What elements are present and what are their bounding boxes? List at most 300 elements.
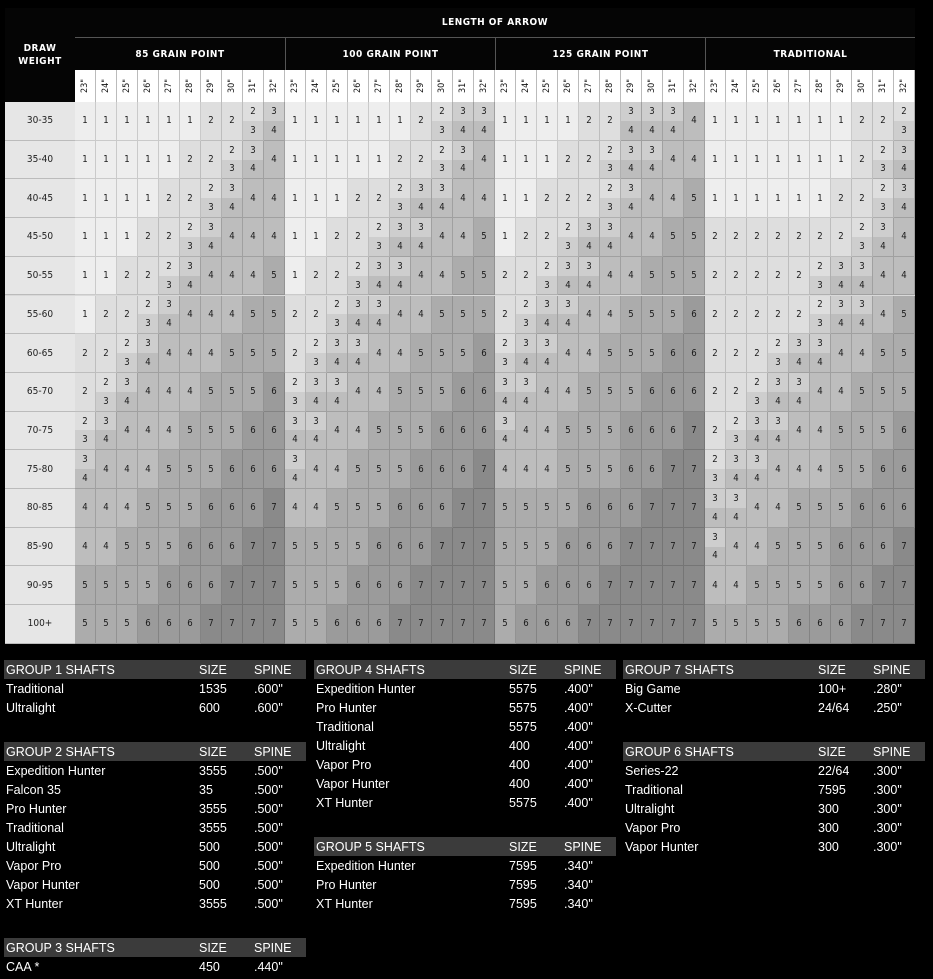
spine-group-value: 4 xyxy=(621,121,641,140)
section-header: TRADITIONAL xyxy=(705,38,915,70)
shaft-size: 5575 xyxy=(509,719,537,734)
shaft-name: Vapor Pro xyxy=(316,757,372,772)
spine-group-cell: 4 xyxy=(222,296,243,335)
spine-group-cell: 6 xyxy=(852,528,873,567)
spine-group-cell: 5 xyxy=(894,334,915,373)
spine-group-value: 4 xyxy=(852,314,872,333)
shaft-group-table xyxy=(314,660,616,812)
spine-group-cell: 5 xyxy=(663,257,684,296)
spine-group-value: 3 xyxy=(621,102,641,122)
spine-group-cell: 5 xyxy=(159,528,180,567)
spine-group-value: 3 xyxy=(621,141,641,161)
shaft-spine: .600" xyxy=(254,681,283,696)
spine-group-cell: 5 xyxy=(642,334,663,373)
spine-group-cell: 1 xyxy=(495,218,516,257)
spine-group-cell: 1 xyxy=(285,257,306,296)
spine-group-cell: 1 xyxy=(495,102,516,141)
spine-group-value: 3 xyxy=(453,141,473,161)
arrow-length-text: 24" xyxy=(521,78,531,94)
spine-group-cell xyxy=(348,334,369,373)
spine-group-cell: 5 xyxy=(285,566,306,605)
spine-group-cell: 1 xyxy=(306,141,327,180)
spine-group-cell: 6 xyxy=(663,334,684,373)
spine-group-cell xyxy=(411,218,432,257)
spine-group-cell: 6 xyxy=(390,528,411,567)
spine-group-cell xyxy=(852,218,873,257)
spine-group-cell xyxy=(285,373,306,412)
spine-group-cell xyxy=(705,489,726,528)
spine-group-cell: 2 xyxy=(705,257,726,296)
section-header: 100 GRAIN POINT xyxy=(285,38,495,70)
shaft-size: 300 xyxy=(818,839,839,854)
spine-group-value: 3 xyxy=(600,218,620,238)
spine-group-value: 3 xyxy=(558,296,578,316)
spine-group-value: 3 xyxy=(432,121,452,140)
spine-group-cell: 4 xyxy=(537,412,558,451)
spine-group-value: 4 xyxy=(285,469,305,488)
spine-group-cell xyxy=(516,296,537,335)
spine-group-value: 4 xyxy=(474,121,494,140)
spine-group-cell: 2 xyxy=(558,179,579,218)
draw-weight-label: 65-70 xyxy=(5,373,75,412)
spine-group-cell xyxy=(474,102,495,141)
spine-group-cell: 2 xyxy=(159,179,180,218)
spine-group-cell: 4 xyxy=(327,412,348,451)
shaft-name: Falcon 35 xyxy=(6,782,61,797)
shaft-spine: .300" xyxy=(873,801,902,816)
spine-group-cell: 1 xyxy=(495,141,516,180)
draw-weight-header: DRAW WEIGHT xyxy=(5,8,75,102)
spine-group-cell: 4 xyxy=(474,141,495,180)
arrow-length-label xyxy=(411,70,432,102)
spine-group-cell xyxy=(831,296,852,335)
spine-group-cell: 1 xyxy=(117,179,138,218)
spine-group-cell: 1 xyxy=(306,218,327,257)
spine-group-cell: 5 xyxy=(348,528,369,567)
spine-group-cell: 5 xyxy=(789,489,810,528)
spine-group-cell: 7 xyxy=(600,566,621,605)
spine-group-value: 3 xyxy=(180,257,200,277)
spine-group-cell: 2 xyxy=(306,296,327,335)
spine-group-value: 4 xyxy=(96,430,116,449)
spine-group-cell: 7 xyxy=(600,605,621,644)
spine-group-cell: 4 xyxy=(159,334,180,373)
spine-group-cell: 6 xyxy=(180,605,201,644)
shaft-size: 500 xyxy=(199,858,220,873)
shaft-group-header xyxy=(4,742,306,761)
spine-group-cell xyxy=(495,334,516,373)
spine-group-value: 3 xyxy=(369,296,389,316)
spine-group-value: 3 xyxy=(306,412,326,432)
spine-group-value: 3 xyxy=(810,314,830,333)
spine-group-value: 3 xyxy=(243,141,263,161)
shaft-size: 7595 xyxy=(509,896,537,911)
spine-group-cell: 7 xyxy=(243,528,264,567)
spine-group-cell: 1 xyxy=(831,102,852,141)
spine-group-cell: 6 xyxy=(474,334,495,373)
spine-group-cell: 4 xyxy=(180,373,201,412)
spine-group-value: 4 xyxy=(516,392,536,411)
shaft-name: Ultralight xyxy=(6,700,56,715)
spine-group-cell: 4 xyxy=(96,489,117,528)
spine-group-cell xyxy=(537,296,558,335)
spine-group-cell: 4 xyxy=(159,373,180,412)
spine-group-cell: 4 xyxy=(243,218,264,257)
spine-group-cell xyxy=(138,334,159,373)
spine-group-cell xyxy=(516,373,537,412)
shaft-spine: .500" xyxy=(254,820,283,835)
spine-group-cell: 4 xyxy=(306,450,327,489)
spine-group-value: 4 xyxy=(390,237,410,256)
spine-group-cell: 4 xyxy=(726,566,747,605)
spine-group-cell: 4 xyxy=(663,141,684,180)
size-header: SIZE xyxy=(199,744,227,759)
arrow-length-label xyxy=(306,70,327,102)
spine-group-cell: 5 xyxy=(600,334,621,373)
spine-group-cell xyxy=(243,102,264,141)
spine-group-cell: 5 xyxy=(621,296,642,335)
spine-group-cell: 2 xyxy=(495,257,516,296)
spine-group-cell: 5 xyxy=(621,334,642,373)
spine-group-cell xyxy=(642,102,663,141)
spine-group-cell: 4 xyxy=(789,450,810,489)
spine-group-cell: 7 xyxy=(453,566,474,605)
spine-group-value: 3 xyxy=(138,334,158,354)
spine-group-cell: 7 xyxy=(474,450,495,489)
group-title: GROUP 7 SHAFTS xyxy=(625,662,734,677)
spine-group-cell: 2 xyxy=(222,102,243,141)
arrow-length-text: 23" xyxy=(710,78,720,94)
spine-group-cell: 7 xyxy=(684,450,705,489)
spine-group-value: 4 xyxy=(453,160,473,179)
spine-group-cell: 5 xyxy=(159,450,180,489)
shaft-spine: .340" xyxy=(564,896,593,911)
spine-group-cell: 5 xyxy=(831,450,852,489)
spine-group-cell: 6 xyxy=(243,489,264,528)
spine-group-cell: 7 xyxy=(474,528,495,567)
spine-group-cell: 7 xyxy=(264,489,285,528)
spine-group-value: 4 xyxy=(579,237,599,256)
spine-group-cell: 2 xyxy=(705,412,726,451)
shaft-name: Pro Hunter xyxy=(316,700,377,715)
arrow-length-label xyxy=(831,70,852,102)
spine-group-value: 3 xyxy=(642,141,662,161)
spine-group-cell: 6 xyxy=(642,412,663,451)
spine-group-cell: 6 xyxy=(894,450,915,489)
spine-group-cell: 6 xyxy=(453,450,474,489)
arrow-length-label xyxy=(180,70,201,102)
spine-group-cell: 4 xyxy=(75,528,96,567)
spine-group-cell: 1 xyxy=(537,141,558,180)
spine-group-cell: 5 xyxy=(453,257,474,296)
spine-group-cell xyxy=(243,141,264,180)
arrow-length-label xyxy=(264,70,285,102)
spine-group-cell: 6 xyxy=(264,373,285,412)
spine-group-cell: 5 xyxy=(411,373,432,412)
spine-group-value: 4 xyxy=(327,392,347,411)
spine-group-cell: 5 xyxy=(684,218,705,257)
spine-group-cell xyxy=(600,179,621,218)
spine-group-cell: 5 xyxy=(390,412,411,451)
spine-group-cell xyxy=(831,257,852,296)
spine-group-cell: 1 xyxy=(159,141,180,180)
spine-group-value: 3 xyxy=(495,412,515,432)
spine-group-cell: 6 xyxy=(222,450,243,489)
spine-group-cell xyxy=(264,102,285,141)
spine-group-cell xyxy=(789,334,810,373)
spine-group-value: 4 xyxy=(537,314,557,333)
spine-group-value: 3 xyxy=(768,412,788,432)
arrow-length-label xyxy=(390,70,411,102)
spine-group-value: 4 xyxy=(726,469,746,488)
spine-group-cell: 4 xyxy=(306,489,327,528)
group-title: GROUP 5 SHAFTS xyxy=(316,839,425,854)
spine-group-value: 3 xyxy=(789,334,809,354)
shaft-name: Traditional xyxy=(6,820,64,835)
spine-group-cell: 6 xyxy=(537,605,558,644)
spine-group-cell: 4 xyxy=(894,257,915,296)
shaft-spine: .280" xyxy=(873,681,902,696)
arrow-length-label xyxy=(789,70,810,102)
spine-group-value: 3 xyxy=(516,314,536,333)
spine-group-cell xyxy=(768,334,789,373)
arrow-length-text: 28" xyxy=(815,78,825,94)
shaft-row xyxy=(4,780,306,799)
group-title: GROUP 2 SHAFTS xyxy=(6,744,115,759)
shaft-group-table xyxy=(4,742,306,913)
spine-group-cell: 7 xyxy=(432,528,453,567)
spine-group-cell: 2 xyxy=(411,102,432,141)
spine-group-cell xyxy=(201,218,222,257)
spine-group-cell xyxy=(495,373,516,412)
spine-group-cell: 1 xyxy=(117,102,138,141)
spine-group-cell: 6 xyxy=(411,489,432,528)
spine-group-cell: 4 xyxy=(684,141,705,180)
spine-group-cell: 5 xyxy=(390,450,411,489)
spine-group-cell: 2 xyxy=(117,257,138,296)
spine-group-cell: 5 xyxy=(222,373,243,412)
arrow-length-text: 32" xyxy=(899,78,909,94)
spine-group-value: 3 xyxy=(873,198,893,217)
shaft-name: Big Game xyxy=(625,681,681,696)
spine-group-value: 2 xyxy=(432,102,452,122)
spine-group-cell: 1 xyxy=(369,102,390,141)
spine-group-cell: 5 xyxy=(96,605,117,644)
spine-group-cell: 7 xyxy=(432,605,453,644)
spine-group-value: 3 xyxy=(285,412,305,432)
spine-group-cell: 4 xyxy=(579,334,600,373)
spine-group-cell: 6 xyxy=(852,566,873,605)
group-title: GROUP 4 SHAFTS xyxy=(316,662,425,677)
spine-group-cell: 4 xyxy=(621,218,642,257)
spine-group-cell: 2 xyxy=(600,102,621,141)
arrow-length-text: 24" xyxy=(311,78,321,94)
spine-group-cell: 5 xyxy=(180,489,201,528)
spine-group-cell: 2 xyxy=(726,296,747,335)
arrow-length-text: 31" xyxy=(668,78,678,94)
shaft-size: 400 xyxy=(509,757,530,772)
shaft-groups xyxy=(0,658,933,979)
spine-group-value: 3 xyxy=(852,257,872,277)
draw-weight-label: 30-35 xyxy=(5,102,75,141)
spine-group-cell xyxy=(768,373,789,412)
spine-group-value: 4 xyxy=(705,547,725,566)
shaft-row xyxy=(623,679,925,698)
spine-group-value: 2 xyxy=(873,141,893,161)
arrow-length-text: 31" xyxy=(458,78,468,94)
spine-group-value: 3 xyxy=(747,392,767,411)
spine-group-cell: 1 xyxy=(75,218,96,257)
shaft-name: CAA * xyxy=(6,959,40,974)
spine-group-value: 3 xyxy=(516,334,536,354)
spine-group-cell xyxy=(747,373,768,412)
spine-group-cell: 1 xyxy=(789,102,810,141)
spine-group-cell xyxy=(327,296,348,335)
spine-group-cell: 7 xyxy=(642,489,663,528)
size-header: SIZE xyxy=(818,744,846,759)
arrow-length-text: 27" xyxy=(794,78,804,94)
spine-group-cell: 5 xyxy=(369,450,390,489)
arrow-length-label xyxy=(495,70,516,102)
shaft-group-header xyxy=(623,660,925,679)
spine-group-cell: 4 xyxy=(453,218,474,257)
arrow-length-label xyxy=(600,70,621,102)
spine-group-value: 4 xyxy=(831,314,851,333)
spine-group-cell xyxy=(810,296,831,335)
spine-group-cell: 5 xyxy=(495,528,516,567)
spine-group-cell: 5 xyxy=(894,373,915,412)
spine-group-cell: 1 xyxy=(348,102,369,141)
spine-group-value: 3 xyxy=(600,198,620,217)
spine-group-cell: 2 xyxy=(705,373,726,412)
spine-group-value: 3 xyxy=(96,412,116,432)
spine-group-cell: 5 xyxy=(369,489,390,528)
spine-group-value: 3 xyxy=(117,373,137,393)
spine-group-cell: 4 xyxy=(117,450,138,489)
spine-group-value: 3 xyxy=(264,102,284,122)
spine-group-cell: 6 xyxy=(243,412,264,451)
spine-group-value: 2 xyxy=(600,141,620,161)
spine-group-cell xyxy=(621,141,642,180)
shaft-row xyxy=(623,698,925,717)
spine-group-cell xyxy=(117,373,138,412)
spine-group-cell: 2 xyxy=(705,296,726,335)
spine-group-cell: 7 xyxy=(642,605,663,644)
spine-group-cell: 7 xyxy=(453,605,474,644)
spine-group-cell: 7 xyxy=(264,566,285,605)
arrow-length-text: 24" xyxy=(101,78,111,94)
spine-group-value: 3 xyxy=(852,296,872,316)
size-header: SIZE xyxy=(199,662,227,677)
spine-group-cell: 6 xyxy=(243,450,264,489)
spine-group-value: 3 xyxy=(369,237,389,256)
shaft-name: Series-22 xyxy=(625,763,679,778)
spine-group-value: 3 xyxy=(474,102,494,122)
spine-group-cell: 7 xyxy=(243,605,264,644)
spine-group-cell xyxy=(579,218,600,257)
spine-group-cell: 1 xyxy=(747,141,768,180)
spine-group-cell: 5 xyxy=(558,489,579,528)
spine-group-cell: 5 xyxy=(327,528,348,567)
spine-group-cell: 2 xyxy=(516,257,537,296)
spine-group-cell: 5 xyxy=(327,489,348,528)
spine-group-cell: 5 xyxy=(810,566,831,605)
spine-group-cell xyxy=(558,257,579,296)
spine-group-cell: 7 xyxy=(684,528,705,567)
shaft-spine: .440" xyxy=(254,959,283,974)
shaft-size: 500 xyxy=(199,839,220,854)
spine-group-cell: 5 xyxy=(894,296,915,335)
shaft-size: 300 xyxy=(818,820,839,835)
spine-group-value: 3 xyxy=(600,160,620,179)
spine-group-cell: 6 xyxy=(579,528,600,567)
spine-group-cell: 5 xyxy=(579,412,600,451)
spine-group-cell: 1 xyxy=(159,102,180,141)
spine-group-value: 4 xyxy=(852,276,872,295)
spine-group-cell: 2 xyxy=(516,218,537,257)
spine-group-cell xyxy=(894,102,915,141)
spine-group-cell xyxy=(159,296,180,335)
spine-group-cell: 1 xyxy=(726,102,747,141)
spine-group-value: 4 xyxy=(369,314,389,333)
arrow-length-text: 30" xyxy=(227,78,237,94)
spine-group-cell: 7 xyxy=(663,528,684,567)
spine-group-value: 4 xyxy=(264,121,284,140)
spine-group-cell: 7 xyxy=(243,566,264,605)
spine-group-cell: 6 xyxy=(873,489,894,528)
spine-chart xyxy=(5,8,915,644)
draw-weight-label: 50-55 xyxy=(5,257,75,296)
spine-group-cell: 2 xyxy=(768,218,789,257)
spine-group-value: 4 xyxy=(621,198,641,217)
spine-group-cell: 1 xyxy=(390,102,411,141)
spine-group-value: 3 xyxy=(390,198,410,217)
arrow-length-text: 30" xyxy=(437,78,447,94)
shaft-spine: .300" xyxy=(873,782,902,797)
spine-group-cell xyxy=(705,528,726,567)
spine-header: SPINE xyxy=(254,940,292,955)
spine-group-cell: 1 xyxy=(75,141,96,180)
spine-group-cell: 5 xyxy=(516,528,537,567)
spine-group-value: 4 xyxy=(180,276,200,295)
spine-group-cell: 6 xyxy=(201,528,222,567)
spine-group-cell: 5 xyxy=(558,412,579,451)
spine-group-cell: 7 xyxy=(621,605,642,644)
spine-group-value: 3 xyxy=(516,373,536,393)
arrow-length-label xyxy=(894,70,915,102)
spine-group-cell: 7 xyxy=(873,605,894,644)
spine-group-value: 3 xyxy=(411,218,431,238)
spine-group-value: 2 xyxy=(327,296,347,316)
spine-group-cell: 5 xyxy=(369,412,390,451)
arrow-length-label xyxy=(159,70,180,102)
spine-group-cell: 6 xyxy=(831,605,852,644)
spine-group-cell xyxy=(873,141,894,180)
shaft-row xyxy=(314,698,616,717)
shaft-name: Pro Hunter xyxy=(316,877,377,892)
shaft-group-table xyxy=(623,742,925,856)
spine-header: SPINE xyxy=(873,744,911,759)
spine-group-cell: 2 xyxy=(327,257,348,296)
spine-group-cell: 6 xyxy=(831,566,852,605)
spine-group-cell: 4 xyxy=(747,528,768,567)
spine-group-value: 3 xyxy=(117,353,137,372)
spine-group-cell xyxy=(327,334,348,373)
spine-group-value: 3 xyxy=(495,373,515,393)
spine-group-value: 3 xyxy=(705,469,725,488)
spine-group-value: 4 xyxy=(159,314,179,333)
spine-group-cell: 5 xyxy=(852,373,873,412)
